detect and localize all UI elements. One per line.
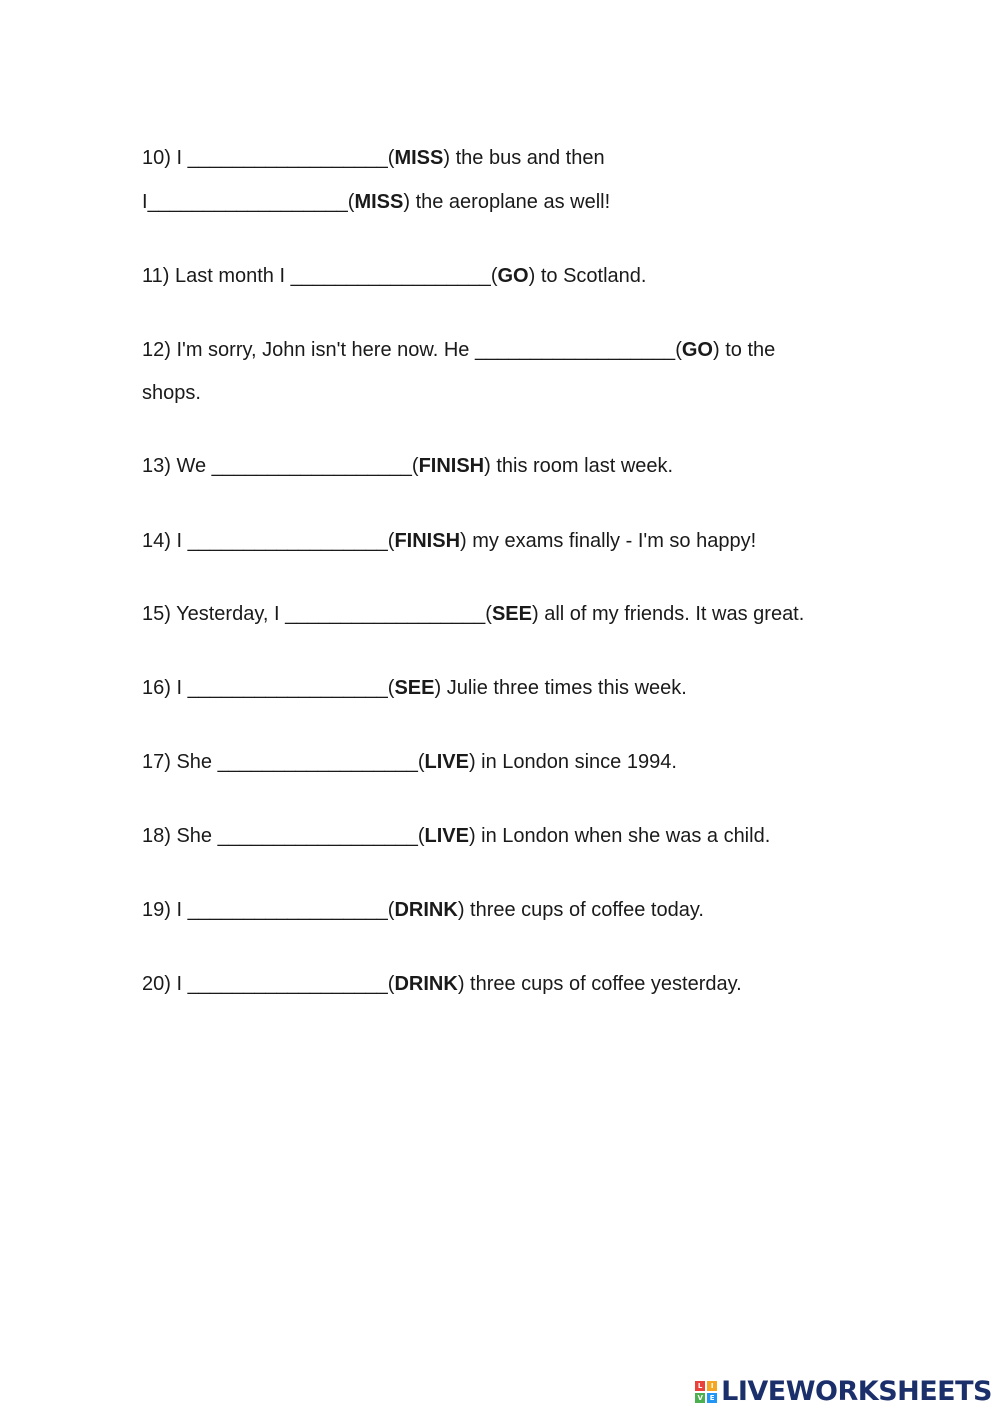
answer-blank[interactable]: __________________ bbox=[474, 339, 676, 361]
exercise-line-17: 17) She __________________(LIVE) in London since 1994. bbox=[142, 751, 677, 773]
logo-mark-e: E bbox=[707, 1393, 717, 1403]
verb-hint: GO bbox=[681, 339, 713, 361]
answer-blank[interactable]: __________________ bbox=[285, 603, 486, 625]
line-prefix: 16) I bbox=[142, 677, 188, 699]
answer-blank[interactable]: __________________ bbox=[217, 751, 418, 773]
verb-hint: MISS bbox=[394, 147, 444, 169]
verb-hint: FINISH bbox=[394, 530, 461, 552]
line-suffix: ) to the bbox=[712, 339, 776, 361]
line-prefix: I bbox=[142, 191, 148, 213]
verb-hint: MISS bbox=[354, 191, 404, 213]
exercise-line-20: 20) I __________________(DRINK) three cups of coffee yesterday. bbox=[142, 973, 742, 995]
verb-hint: SEE bbox=[491, 603, 532, 625]
logo-mark-v: V bbox=[695, 1393, 705, 1403]
answer-blank[interactable]: __________________ bbox=[187, 677, 388, 699]
answer-blank[interactable]: __________________ bbox=[187, 147, 388, 169]
verb-hint: FINISH bbox=[418, 455, 485, 477]
line-suffix: ) three cups of coffee today. bbox=[457, 899, 704, 921]
logo-mark-l: L bbox=[695, 1381, 705, 1391]
logo-text: LIVEWORKSHEETS bbox=[721, 1376, 992, 1407]
line-text: shops. bbox=[142, 382, 201, 404]
line-suffix: ) the aeroplane as well! bbox=[403, 191, 611, 213]
line-prefix: 11) Last month I bbox=[142, 265, 291, 287]
exercise-line-14: 14) I __________________(FINISH) my exams finally - I'm so happy! bbox=[142, 530, 757, 552]
line-suffix: ) in London since 1994. bbox=[468, 751, 677, 773]
line-prefix: 10) I bbox=[142, 147, 188, 169]
exercise-line-19: 19) I __________________(DRINK) three cups of coffee today. bbox=[142, 899, 704, 921]
line-suffix: ) in London when she was a child. bbox=[468, 825, 771, 847]
answer-blank[interactable]: __________________ bbox=[217, 825, 418, 847]
logo-mark-icon bbox=[695, 1381, 717, 1403]
logo-mark-i: I bbox=[707, 1381, 717, 1391]
answer-blank[interactable]: __________________ bbox=[211, 455, 412, 477]
answer-blank[interactable]: __________________ bbox=[187, 530, 388, 552]
line-prefix: 20) I bbox=[142, 973, 188, 995]
verb-hint: LIVE bbox=[424, 751, 469, 773]
verb-hint: LIVE bbox=[424, 825, 469, 847]
line-suffix: ) three cups of coffee yesterday. bbox=[457, 973, 742, 995]
line-suffix: ) this room last week. bbox=[484, 455, 674, 477]
line-prefix: 12) I'm sorry, John isn't here now. He bbox=[142, 339, 475, 361]
line-suffix: ) the bus and then bbox=[443, 147, 605, 169]
verb-hint: DRINK bbox=[394, 973, 458, 995]
line-prefix: 18) She bbox=[142, 825, 218, 847]
exercise-line-16: 16) I __________________(SEE) Julie three times this week. bbox=[142, 677, 687, 699]
line-prefix: 15) Yesterday, I bbox=[142, 603, 286, 625]
line-prefix: 19) I bbox=[142, 899, 188, 921]
exercise-line-10: 10) I __________________(MISS) the bus and then bbox=[142, 147, 605, 169]
line-suffix: ) Julie three times this week. bbox=[434, 677, 687, 699]
answer-blank[interactable]: __________________ bbox=[187, 973, 388, 995]
answer-blank[interactable]: __________________ bbox=[147, 191, 348, 213]
exercise-line-10-continued: I__________________(MISS) the aeroplane as well! bbox=[142, 191, 611, 213]
line-suffix: ) to Scotland. bbox=[528, 265, 647, 287]
exercise-line-18: 18) She __________________(LIVE) in London when she was a child. bbox=[142, 825, 771, 847]
line-suffix: ) my exams finally - I'm so happy! bbox=[460, 530, 757, 552]
verb-hint: GO bbox=[497, 265, 529, 287]
liveworksheets-logo[interactable] bbox=[695, 1377, 992, 1407]
verb-hint: SEE bbox=[394, 677, 435, 699]
exercise-line-11: 11) Last month I __________________(GO) to Scotland. bbox=[142, 265, 647, 287]
line-prefix: 17) She bbox=[142, 751, 218, 773]
exercise-line-12: 12) I'm sorry, John isn't here now. He __________________(GO) to the bbox=[142, 339, 776, 361]
exercise-line-15: 15) Yesterday, I __________________(SEE) all of my friends. It was great. bbox=[142, 603, 805, 625]
answer-blank[interactable]: __________________ bbox=[187, 899, 388, 921]
answer-blank[interactable]: __________________ bbox=[290, 265, 491, 287]
verb-hint: DRINK bbox=[394, 899, 458, 921]
line-prefix: 13) We bbox=[142, 455, 212, 477]
exercise-line-12-continued bbox=[142, 381, 201, 405]
line-suffix: ) all of my friends. It was great. bbox=[531, 603, 805, 625]
line-prefix: 14) I bbox=[142, 530, 188, 552]
exercise-line-13: 13) We __________________(FINISH) this room last week. bbox=[142, 455, 674, 477]
